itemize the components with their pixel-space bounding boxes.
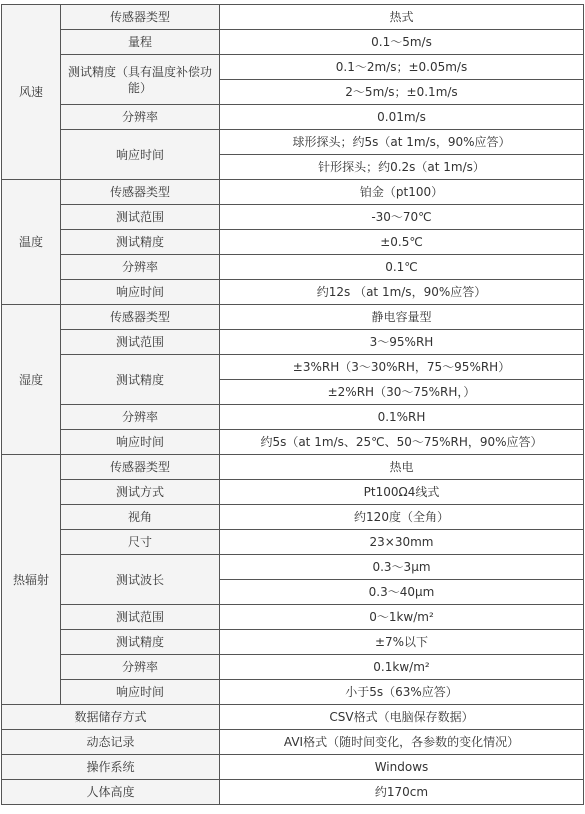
table-row <box>2 180 584 205</box>
parameter-cell: 动态记录 <box>2 730 220 755</box>
table-row <box>2 5 584 30</box>
value-cell: ±0.5℃ <box>220 230 584 255</box>
table-row <box>2 755 584 780</box>
parameter-cell: 分辨率 <box>61 255 220 280</box>
value-cell: 热式 <box>220 5 584 30</box>
value-cell: Windows <box>220 755 584 780</box>
parameter-cell: 测试精度（具有温度补偿功能） <box>61 55 220 105</box>
category-cell: 湿度 <box>2 305 61 455</box>
table-row <box>2 230 584 255</box>
parameter-cell: 测试精度 <box>61 630 220 655</box>
table-row <box>2 405 584 430</box>
value-cell: 0.1～5m/s <box>220 30 584 55</box>
value-cell: AVI格式（随时间变化，各参数的变化情况） <box>220 730 584 755</box>
value-cell: 0.1kw/m² <box>220 655 584 680</box>
table-row <box>2 480 584 505</box>
value-cell: 23×30mm <box>220 530 584 555</box>
table-row <box>2 280 584 305</box>
value-cell: ±7%以下 <box>220 630 584 655</box>
parameter-cell: 测试范围 <box>61 205 220 230</box>
parameter-cell: 量程 <box>61 30 220 55</box>
table-row <box>2 730 584 755</box>
table-row <box>2 330 584 355</box>
value-cell: 0.01m/s <box>220 105 584 130</box>
parameter-cell: 响应时间 <box>61 430 220 455</box>
category-cell: 热辐射 <box>2 455 61 705</box>
spec-table <box>1 4 584 805</box>
value-cell: 0.3～3μm <box>220 555 584 580</box>
table-row <box>2 605 584 630</box>
parameter-cell: 分辨率 <box>61 655 220 680</box>
table-row <box>2 130 584 155</box>
value-cell: -30～70℃ <box>220 205 584 230</box>
spec-table-body <box>2 5 584 805</box>
parameter-cell: 分辨率 <box>61 405 220 430</box>
value-cell: 0.3～40μm <box>220 580 584 605</box>
value-cell: 热电 <box>220 455 584 480</box>
parameter-cell: 人体高度 <box>2 780 220 805</box>
parameter-cell: 传感器类型 <box>61 180 220 205</box>
value-cell: 静电容量型 <box>220 305 584 330</box>
parameter-cell: 测试精度 <box>61 355 220 405</box>
table-row <box>2 505 584 530</box>
parameter-cell: 响应时间 <box>61 280 220 305</box>
value-cell: 小于5s（63%应答） <box>220 680 584 705</box>
value-cell: 铂金（pt100） <box>220 180 584 205</box>
value-cell: 球形探头；约5s（at 1m/s，90%应答） <box>220 130 584 155</box>
parameter-cell: 测试范围 <box>61 330 220 355</box>
parameter-cell: 尺寸 <box>61 530 220 555</box>
table-row <box>2 455 584 480</box>
table-row <box>2 680 584 705</box>
parameter-cell: 传感器类型 <box>61 305 220 330</box>
table-row <box>2 205 584 230</box>
parameter-cell: 操作系统 <box>2 755 220 780</box>
table-row <box>2 705 584 730</box>
value-cell: 针形探头；约0.2s（at 1m/s） <box>220 155 584 180</box>
table-row <box>2 630 584 655</box>
table-row <box>2 30 584 55</box>
value-cell: ±2%RH（30～75%RH，） <box>220 380 584 405</box>
value-cell: 约120度（全角） <box>220 505 584 530</box>
parameter-cell: 测试波长 <box>61 555 220 605</box>
parameter-cell: 测试精度 <box>61 230 220 255</box>
parameter-cell: 分辨率 <box>61 105 220 130</box>
parameter-cell: 传感器类型 <box>61 455 220 480</box>
table-row <box>2 780 584 805</box>
value-cell: 0.1～2m/s；±0.05m/s <box>220 55 584 80</box>
value-cell: 约12s （at 1m/s，90%应答） <box>220 280 584 305</box>
table-row <box>2 105 584 130</box>
parameter-cell: 响应时间 <box>61 130 220 180</box>
table-row <box>2 430 584 455</box>
table-row <box>2 255 584 280</box>
value-cell: CSV格式（电脑保存数据） <box>220 705 584 730</box>
parameter-cell: 视角 <box>61 505 220 530</box>
value-cell: ±3%RH（3～30%RH，75～95%RH） <box>220 355 584 380</box>
value-cell: Pt100Ω4线式 <box>220 480 584 505</box>
table-row <box>2 655 584 680</box>
parameter-cell: 响应时间 <box>61 680 220 705</box>
value-cell: 3～95%RH <box>220 330 584 355</box>
category-cell: 风速 <box>2 5 61 180</box>
category-cell: 温度 <box>2 180 61 305</box>
parameter-cell: 传感器类型 <box>61 5 220 30</box>
value-cell: 0～1kw/m² <box>220 605 584 630</box>
value-cell: 约170cm <box>220 780 584 805</box>
value-cell: 约5s（at 1m/s、25℃、50～75%RH，90%应答） <box>220 430 584 455</box>
value-cell: 0.1%RH <box>220 405 584 430</box>
table-row <box>2 355 584 380</box>
value-cell: 2～5m/s；±0.1m/s <box>220 80 584 105</box>
table-row <box>2 55 584 80</box>
table-row <box>2 305 584 330</box>
parameter-cell: 测试范围 <box>61 605 220 630</box>
parameter-cell: 测试方式 <box>61 480 220 505</box>
table-row <box>2 530 584 555</box>
table-row <box>2 555 584 580</box>
parameter-cell: 数据储存方式 <box>2 705 220 730</box>
value-cell: 0.1℃ <box>220 255 584 280</box>
